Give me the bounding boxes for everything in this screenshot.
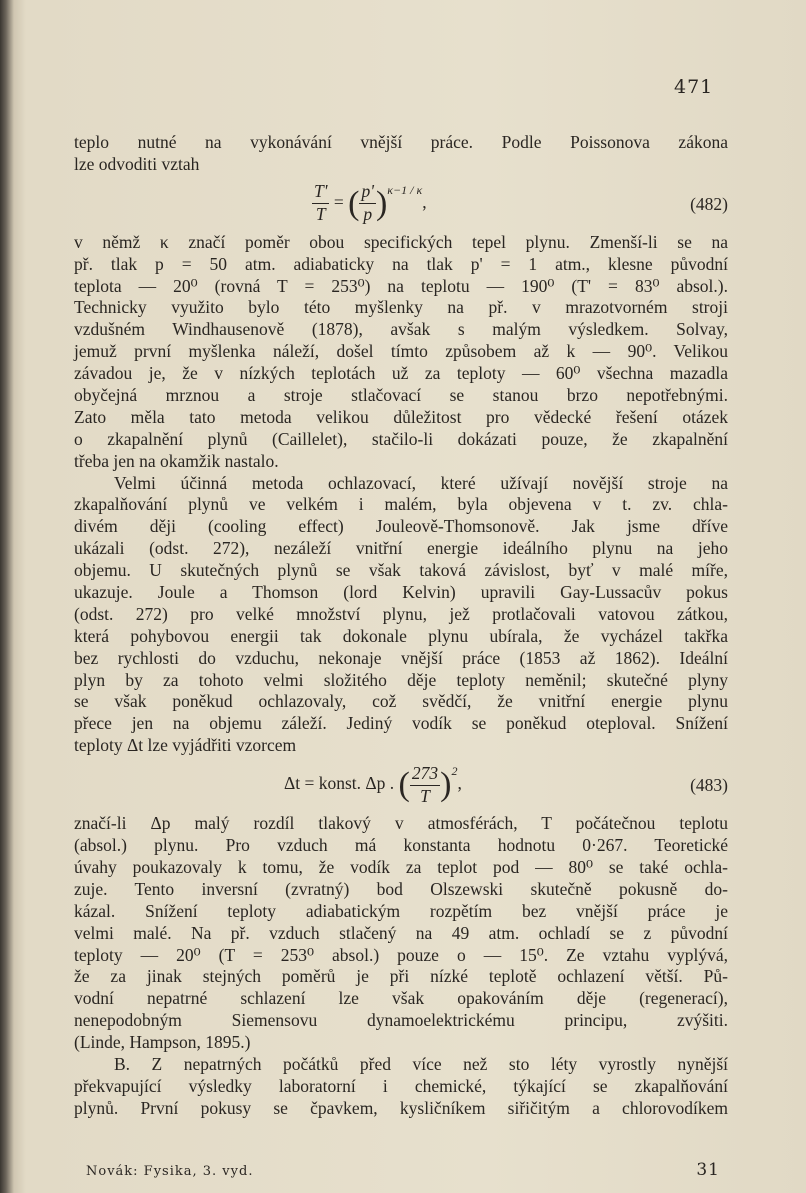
text-line: se však poněkud ochlazovaly, což svědčí, že vnitřní energie plynu [74, 691, 728, 712]
text-line: že za jinak stejných poměrů je při nízké teplotě ochlazení větší. Pů- [74, 966, 728, 987]
text-line: B. Z nepatrných počátků před více než sto léty vyrostly nynější [114, 1053, 728, 1074]
fraction-273-over-t [410, 763, 440, 808]
text-line: teploty Δt lze vyjádřiti vzorcem [74, 735, 297, 756]
text-line: lze odvoditi vztah [74, 153, 200, 174]
text-line: třeba jen na okamžik nastalo. [74, 450, 279, 471]
equation-483 [74, 757, 728, 813]
left-paren: ( [348, 184, 360, 222]
text-line: jemuž první myšlenka náleží, došel tímto způsobem až k — 90⁰. Velikou [74, 341, 728, 362]
sheet-number: 31 [696, 1160, 720, 1180]
fraction-numerator: 273 [410, 763, 440, 786]
text-line: závadou je, že v nízkých teplotách už za teploty — 60⁰ všechna mazadla [74, 363, 728, 384]
text-line: v němž κ značí poměr obou specifických tepel plynu. Zmenší-li se na [74, 231, 728, 252]
left-paren: ( [398, 766, 410, 804]
comma: , [457, 773, 462, 794]
text-line: přece jen na objemu záleží. Jediný vodík se poněkud oteploval. Snížení [74, 713, 728, 734]
fraction-numerator: p' [359, 181, 376, 204]
text-line: (Linde, Hampson, 1895.) [74, 1032, 251, 1053]
equation-lhs: Δt = konst. Δp . [284, 773, 395, 794]
page-number: 471 [674, 76, 714, 98]
text-line: obyčejná mrznou a stroje stlačovací se stanou brzo nepotřebnými. [74, 385, 728, 406]
exponent: 2 [451, 764, 458, 779]
text-line: ukazuje. Joule a Thomson (lord Kelvin) upravili Gay-Lussacův pokus [74, 582, 728, 603]
text-line: plynů. První pokusy se čpavkem, kysličníkem siřičitým a chlorovodíkem [74, 1097, 728, 1118]
equation-number: (483) [690, 775, 728, 796]
text-line: Technicky využito bylo této myšlenky na př. v mrazotvorném stroji [74, 297, 728, 318]
text-line: Zato měla tato metoda velikou důležitost pro vědecké řešení otázek [74, 406, 728, 427]
fraction-numerator: T' [312, 181, 329, 204]
page-footer [86, 1160, 720, 1180]
equation-482 [74, 176, 728, 232]
fraction-pressure [359, 181, 376, 226]
text-line: o zkapalnění plynů (Caillelet), stačilo-li dokázati pouze, že zkapalnění [74, 428, 728, 449]
comma: , [422, 191, 427, 212]
exponent: κ−1 / κ [387, 182, 423, 197]
text-line: teplota — 20⁰ (rovná T = 253⁰) na teplotu — 190⁰ (T' = 83⁰ absol.). [74, 275, 728, 296]
text-line: zkapalňování plynů ve velkém i malém, byla objevena v t. zv. chla- [74, 494, 728, 515]
paragraph-b [74, 232, 728, 473]
fraction-temperature [312, 181, 329, 226]
right-paren: ) [375, 184, 388, 222]
text-line: teploty — 20⁰ (T = 253⁰ absol.) pouze o — 15⁰. Ze vztahu vyplývá, [74, 944, 728, 965]
text-line: vodní nepatrné schlazení lze však opakováním děje (regenerací), [74, 988, 728, 1009]
text-line: plyn by za tohoto velmi složitého děje teploty neměnil; skutečné plyny [74, 669, 728, 690]
text-line: kázal. Snížení teploty adiabatickým rozpětím bez vnější práce je [74, 900, 728, 921]
fraction-denominator: T [420, 785, 430, 806]
text-line: (absol.) plynu. Pro vzduch má konstanta hodnotu 0·267. Teoretické [74, 835, 728, 856]
text-line: zuje. Tento inversní (zvratný) bod Olszewski skutečně pokusně do- [74, 878, 728, 899]
paragraph-e [74, 1054, 728, 1120]
text-line: objemu. U skutečných plynů se však taková závislost, byť v malé míře, [74, 560, 728, 581]
text-line: Velmi účinná metoda ochlazovací, které užívají novější stroje na [114, 472, 728, 493]
text-line: divém ději (cooling effect) Jouleově-Thomsonově. Jak jsme dříve [74, 516, 728, 537]
text-line: bez rychlosti do vzduchu, nekonaje vnější práce (1853 až 1862). Ideální [74, 647, 728, 668]
equation-number: (482) [690, 193, 728, 214]
equals-sign: = [333, 191, 344, 212]
text-line: překvapující výsledky laboratorní i chemické, týkající se zkapalňování [74, 1075, 728, 1096]
right-paren: ) [440, 766, 452, 804]
paragraph-c [74, 473, 728, 758]
paragraph-d [74, 813, 728, 1054]
text-line: úvahy poukazovaly k tomu, že vodík za teplot pod — 80⁰ se také ochla- [74, 856, 728, 877]
text-line: která pohybovou energii tak dokonale plynu ubírala, že vycházel takřka [74, 625, 728, 646]
fraction-denominator: T [315, 204, 326, 225]
body-text [74, 132, 728, 1120]
footer-signature: Novák: Fysika, 3. vyd. [86, 1164, 254, 1179]
text-line: ukázali (odst. 272), nezáleží vnitřní energie ideálního plynu na jeho [74, 538, 728, 559]
text-line: teplo nutné na vykonávání vnější práce. Podle Poissonova zákona [74, 132, 728, 152]
fraction-denominator: p [363, 204, 373, 225]
text-line: značí-li Δp malý rozdíl tlakový v atmosférách, T počátečnou teplotu [74, 813, 728, 834]
text-line: př. tlak p = 50 atm. adiabaticky na tlak p' = 1 atm., klesne původní [74, 253, 728, 274]
text-line: velmi malé. Na př. vzduch stlačený na 49 atm. ochladí se z původní [74, 922, 728, 943]
paragraph-a [74, 132, 728, 176]
text-line: nenepodobným Siemensovu dynamoelektrickému principu, zvýšiti. [74, 1010, 728, 1031]
text-line: vzdušném Windhausenově (1878), avšak s malým výsledkem. Solvay, [74, 319, 728, 340]
text-line: (odst. 272) pro velké množství plynu, jež protlačovali vatovou zátkou, [74, 603, 728, 624]
